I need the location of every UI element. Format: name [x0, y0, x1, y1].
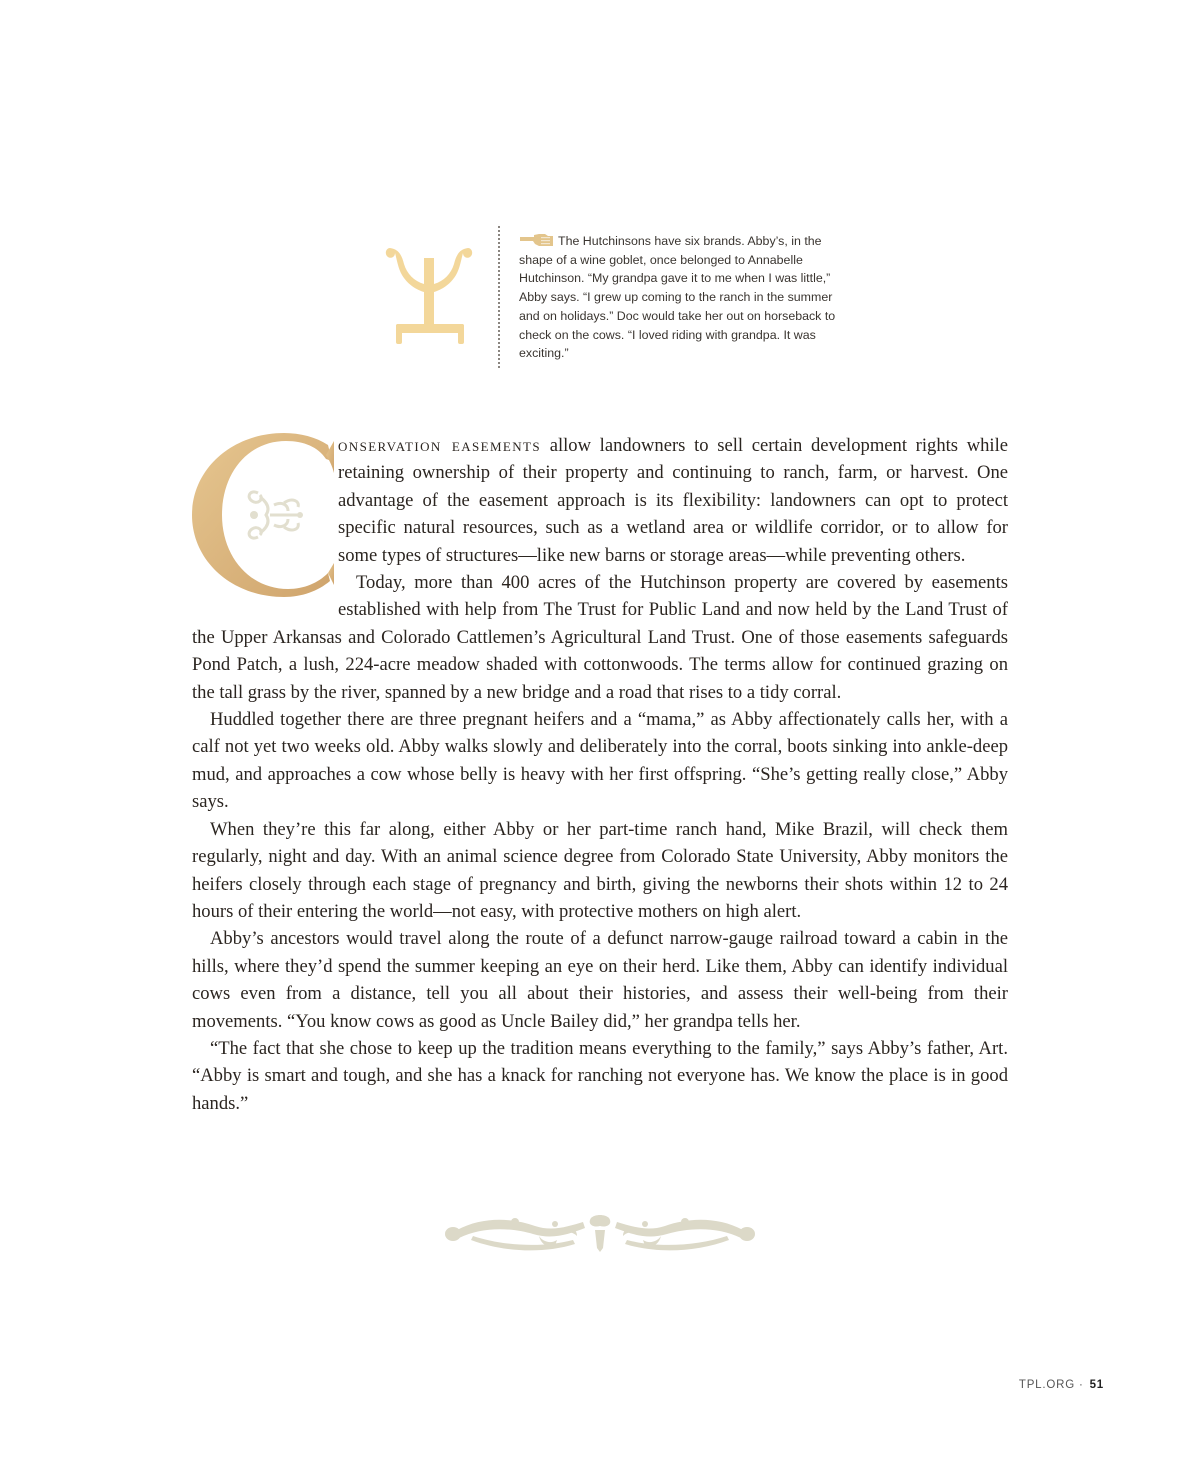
site-label: TPL.ORG · [1018, 1379, 1088, 1391]
paragraph-1-text: allow landowners to sell certain development rights while retaining ownership of their property and continuing to ranch, farm, or harvest. One advantage of the easement approach is its flexibility: landowners can opt to protect specific natural resources, such as a wetland area or wildlife corridor, or to allow for some types of structures—like new barns or storage areas—while preventing others. [338, 435, 1008, 566]
lead-smallcaps: onservation easements [338, 435, 542, 456]
flourish-divider-icon [443, 1212, 757, 1252]
paragraph-2: Today, more than 400 acres of the Hutchinson property are covered by easements established with help from The Trust for Public Land and now held by the Land Trust of the Upper Arkansas and Colorado Cattlemen’s Agricultural Land Trust. One of those easements safeguards Pond Patch, a lush, 224-acre meadow shaded with cottonwoods. The terms allow for continued grazing on the tall grass by the river, spanned by a new bridge and a road that rises to a tidy corral. [192, 572, 1008, 703]
paragraph-6: “The fact that she chose to keep up the tradition means everything to the family,” says Abby’s father, Art. “Abby is smart and tough, and she has a knack for ranching not everyone has. We know the place is in good hands.” [192, 1037, 1008, 1114]
paragraph-5: Abby’s ancestors would travel along the route of a defunct narrow-gauge railroad toward a cabin in the hills, where they’d spend the summer keeping an eye on their herd. Like them, Abby can identify individual cows even from a distance, tell you all about their histories, and assess their well-being from their movements. “You know cows as good as Uncle Bailey did,” her grandpa tells her. [192, 928, 1008, 1032]
caption-divider [498, 226, 500, 368]
article-body [192, 432, 1008, 1117]
page-number: 51 [1089, 1379, 1104, 1391]
caption-text: The Hutchinsons have six brands. Abby’s, in the shape of a wine goblet, once belonged to Annabelle Hutchinson. “My grandpa gave it to me when I was little,” Abby says. “I grew up coming to the ranch in the summer and on holidays.” Doc would take her out on horseback to check on the cows. “I loved riding with grandpa. It was exciting.” [519, 234, 836, 361]
wine-goblet-brand-icon [384, 238, 474, 348]
page-footer [1019, 1379, 1104, 1391]
paragraph-3: Huddled together there are three pregnant heifers and a “mama,” as Abby affectionately calls her, with a calf not yet two weeks old. Abby walks slowly and deliberately into the corral, boots sinking into ankle-deep mud, and approaches a cow whose belly is heavy with her first offspring. “She’s getting really close,” Abby says. [192, 709, 1008, 813]
paragraph-1 [192, 432, 1008, 569]
brand-caption [519, 232, 849, 363]
paragraph-4: When they’re this far along, either Abby or her part-time ranch hand, Mike Brazil, will check them regularly, night and day. With an animal science degree from Colorado State University, Abby monitors the heifers closely through each stage of pregnancy and birth, giving the newborns their shots within 12 to 24 hours of their entering the world—not easy, with protective mothers on high alert. [192, 818, 1008, 922]
dropcap-c-icon [188, 433, 334, 597]
pointing-hand-icon [519, 233, 555, 247]
